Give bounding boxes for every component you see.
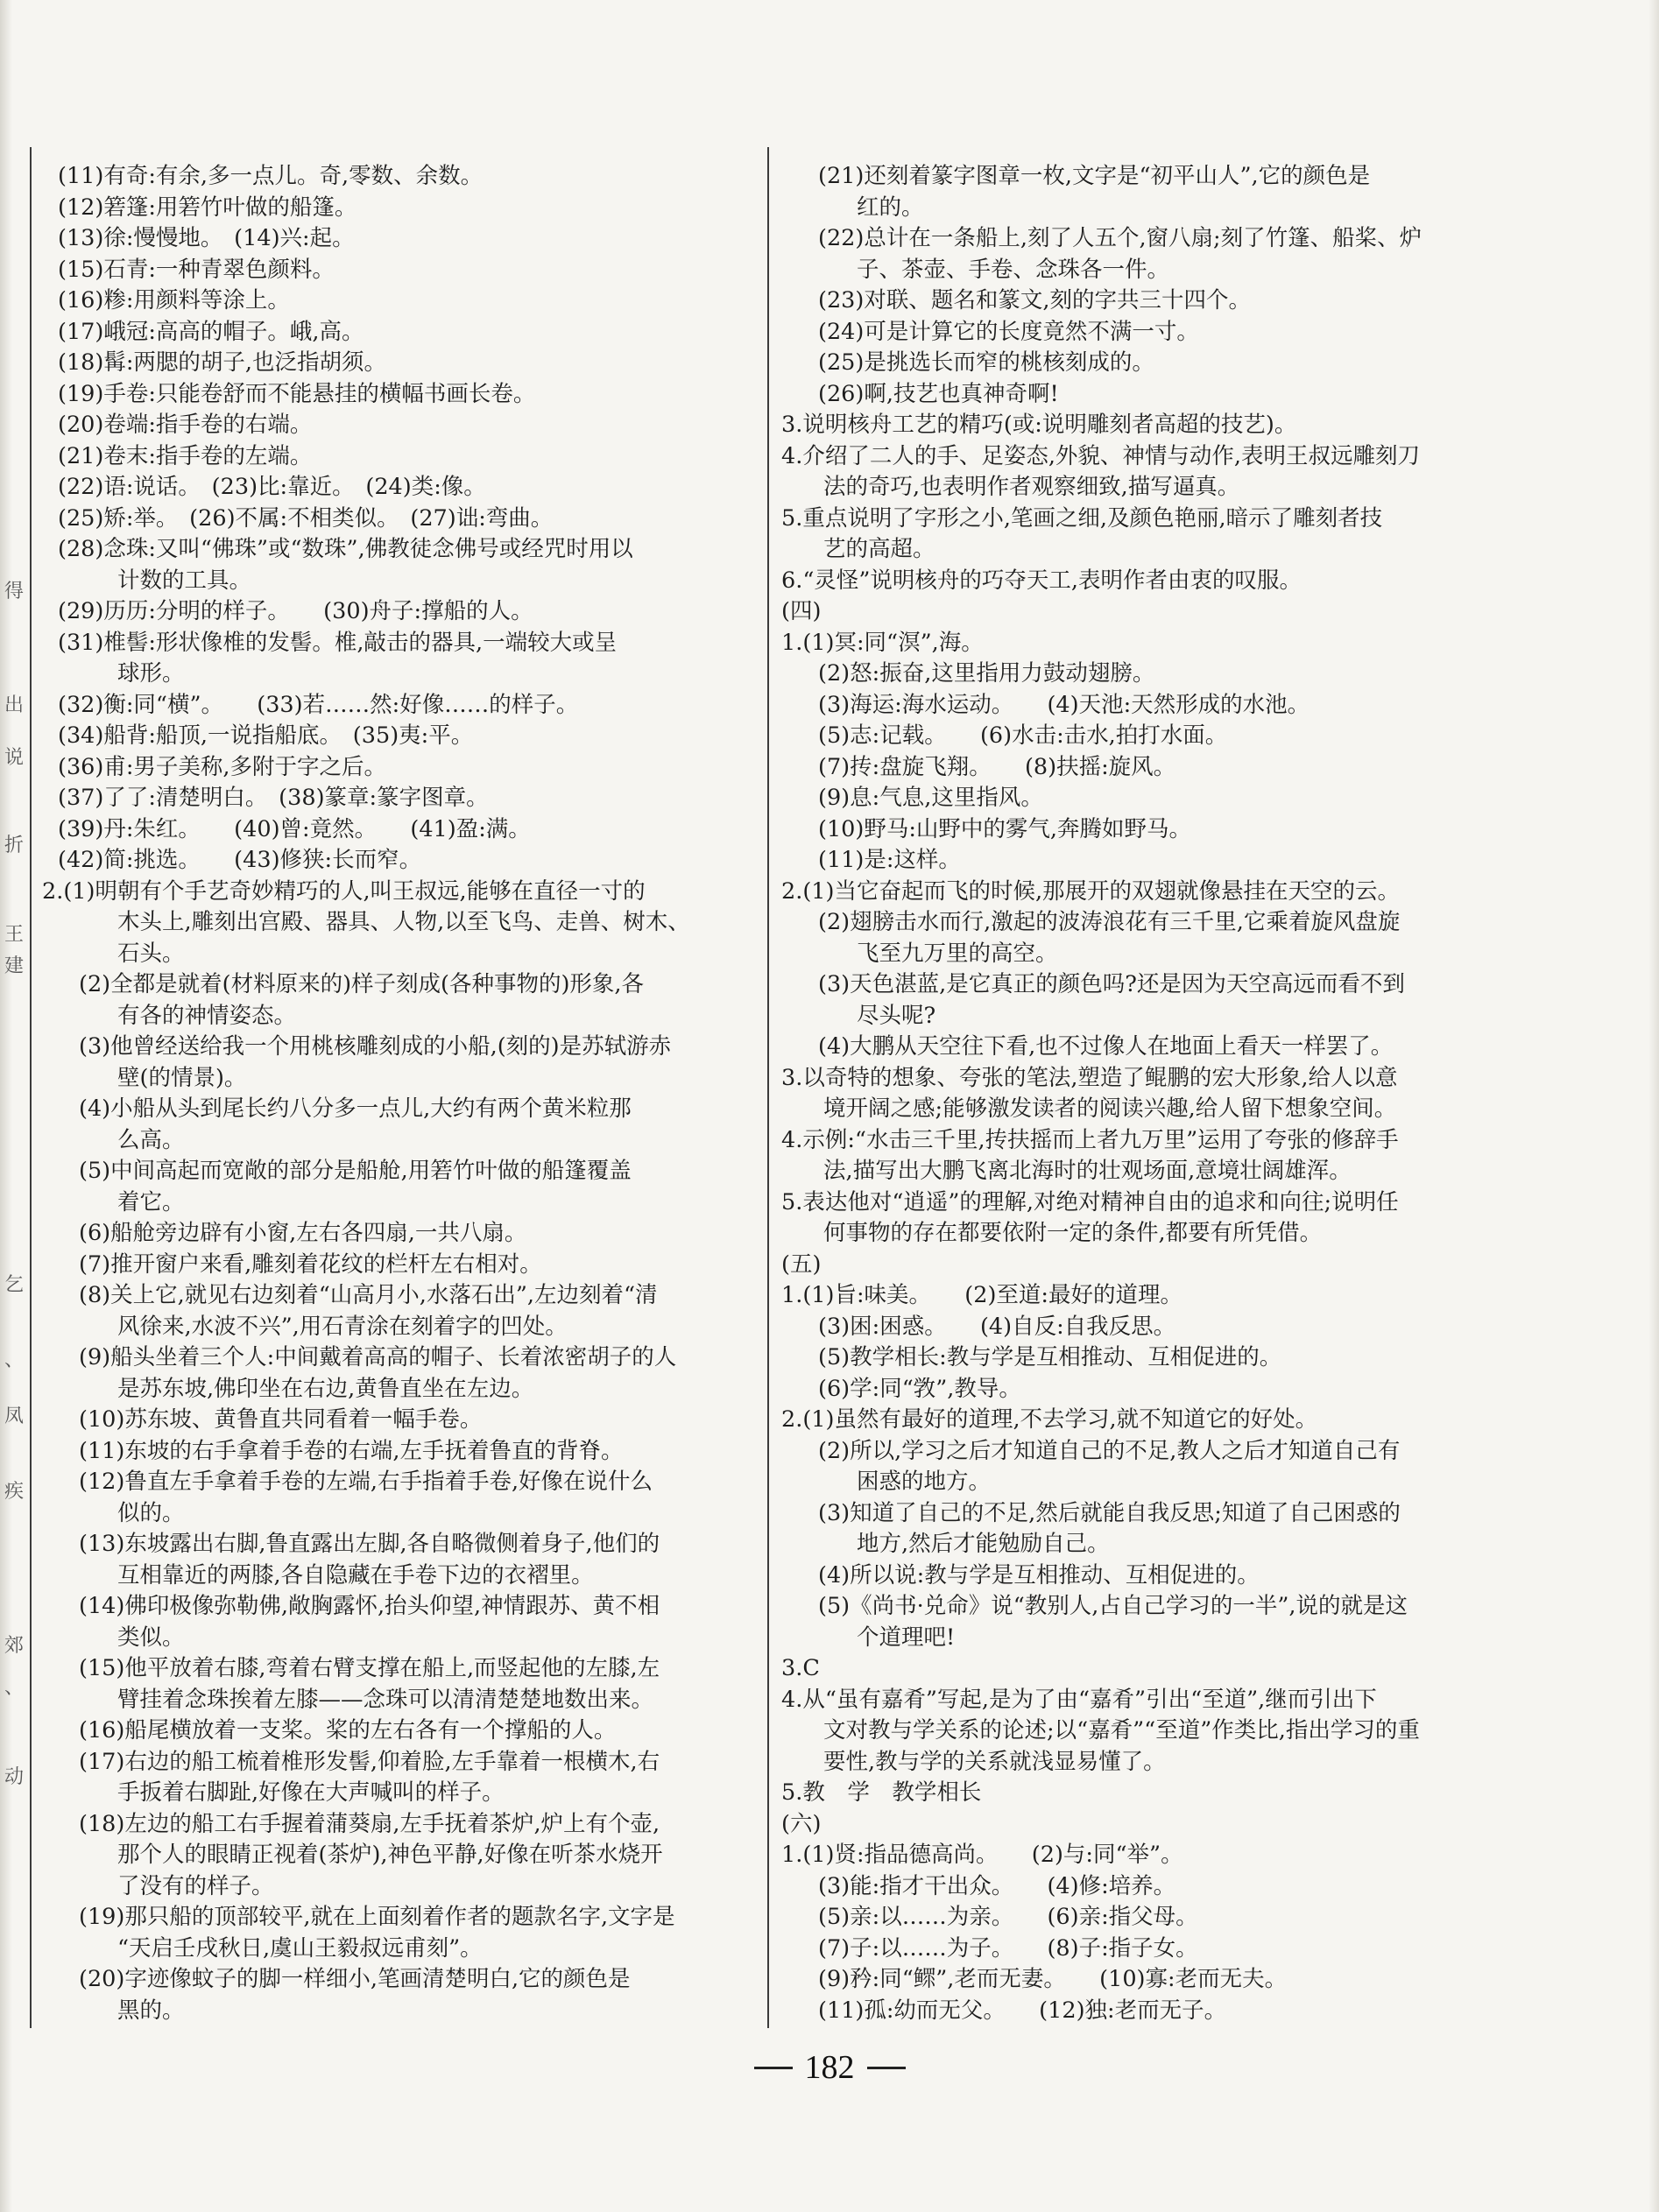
text-line: (34)船背:船顶,一说指船底。 (35)夷:平。 xyxy=(58,722,474,749)
gutter-char: 出 xyxy=(4,694,24,716)
text-line: 球形。 xyxy=(117,660,185,687)
text-line: 文对教与学关系的论述;以“嘉肴”“至道”作类比,指出学习的重 xyxy=(823,1717,1420,1744)
text-line: (2)所以,学习之后才知道自己的不足,教人之后才知道自己有 xyxy=(818,1437,1401,1464)
text-line: (4)小船从头到尾长约八分多一点儿,大约有两个黄米粒那 xyxy=(79,1095,632,1122)
text-line: 1.(1)冥:同“溟”,海。 xyxy=(781,629,984,656)
gutter-char: 凤 xyxy=(4,1405,24,1427)
text-line: (36)甫:男子美称,多附于字之后。 xyxy=(58,753,387,780)
text-line: (17)右边的船工梳着椎形发髻,仰着脸,左手靠着一根横木,右 xyxy=(79,1748,660,1775)
text-line: (11)是:这样。 xyxy=(818,847,961,873)
text-line: 风徐来,水波不兴”,用石青涂在刻着字的凹处。 xyxy=(117,1313,568,1340)
text-line: (28)念珠:又叫“佛珠”或“数珠”,佛教徒念佛号或经咒时用以 xyxy=(58,536,633,562)
text-line: 似的。 xyxy=(117,1499,185,1526)
gutter-char: 、 xyxy=(4,1677,24,1699)
text-line: 5.重点说明了字形之小,笔画之细,及颜色艳丽,暗示了雕刻者技 xyxy=(781,504,1383,532)
page-footer xyxy=(0,2046,1659,2089)
text-line: (2)翅膀击水而行,激起的波涛浪花有三千里,它乘着旋风盘旋 xyxy=(818,909,1401,935)
text-line: (7)子:以……为子。 (8)子:指子女。 xyxy=(818,1934,1198,1962)
text-line: (3)他曾经送给我一个用桃核雕刻成的小船,(刻的)是苏轼游赤 xyxy=(79,1033,672,1060)
text-line: (29)历历:分明的样子。 (30)舟子:撑船的人。 xyxy=(58,598,533,624)
gutter-char: 得 xyxy=(4,581,24,602)
text-line: 红的。 xyxy=(857,194,924,221)
gutter-char: 、 xyxy=(4,1349,24,1371)
text-line: (21)还刻着篆字图章一枚,文字是“初平山人”,它的颜色是 xyxy=(818,163,1371,189)
text-line: (5)教学相长:教与学是互相推动、互相促进的。 xyxy=(818,1344,1282,1370)
text-line: 4.示例:“水击三千里,抟扶摇而上者九万里”运用了夸张的修辞手 xyxy=(781,1126,1399,1153)
text-line: (42)简:挑选。 (43)修狭:长而窄。 xyxy=(58,847,422,873)
text-line: (15)石青:一种青翠色颜料。 xyxy=(58,256,335,283)
text-line: 法的奇巧,也表明作者观察细致,描写逼真。 xyxy=(823,474,1240,500)
text-line: 地方,然后才能勉励自己。 xyxy=(857,1531,1110,1557)
binding-edge xyxy=(0,0,12,2212)
gutter-char: 郊 xyxy=(4,1635,24,1657)
text-line: (18)左边的船工右手握着蒲葵扇,左手抚着茶炉,炉上有个壶, xyxy=(79,1810,660,1837)
text-line: (20)字迹像蚊子的脚一样细小,笔画清楚明白,它的颜色是 xyxy=(79,1966,631,1992)
text-line: (10)野马:山野中的雾气,奔腾如野马。 xyxy=(818,815,1192,842)
column-divider xyxy=(767,147,769,2028)
text-line: (13)东坡露出右脚,鲁直露出左脚,各自略微侧着身子,他们的 xyxy=(79,1531,660,1557)
text-line: 6.“灵怪”说明核舟的巧夺天工,表明作者由衷的叹服。 xyxy=(781,567,1302,594)
page-edge xyxy=(1648,0,1659,2212)
text-line: (23)对联、题名和篆文,刻的字共三十四个。 xyxy=(818,287,1251,313)
gutter-char: 建 xyxy=(4,955,24,977)
text-line: (11)东坡的右手拿着手卷的右端,左手抚着鲁直的背脊。 xyxy=(79,1437,624,1464)
text-line: (2)怒:振奋,这里指用力鼓动翅膀。 xyxy=(818,660,1155,687)
text-line: 是苏东坡,佛印坐在右边,黄鲁直坐在左边。 xyxy=(117,1375,534,1402)
text-line: 1.(1)旨:味美。 (2)至道:最好的道理。 xyxy=(781,1282,1183,1308)
text-line: (25)是挑选长而窄的桃核刻成的。 xyxy=(818,349,1154,376)
text-line: 法,描写出大鹏飞离北海时的壮观场面,意境壮阔雄浑。 xyxy=(823,1158,1352,1184)
text-line: 黑的。 xyxy=(117,1997,185,2024)
text-line: (26)啊,技艺也真神奇啊! xyxy=(818,380,1059,407)
text-line: (22)语:说话。 (23)比:靠近。 (24)类:像。 xyxy=(58,474,486,500)
text-line: (7)推开窗户来看,雕刻着花纹的栏杆左右相对。 xyxy=(79,1250,542,1278)
text-line: 3.C xyxy=(781,1655,820,1681)
text-line: 计数的工具。 xyxy=(117,567,252,594)
text-line: 困惑的地方。 xyxy=(857,1469,992,1495)
text-line: (20)卷端:指手卷的右端。 xyxy=(58,412,313,438)
text-line: 手扳着右脚趾,好像在大声喊叫的样子。 xyxy=(117,1779,505,1806)
text-line: (4)大鹏从天空往下看,也不过像人在地面上看天一样罢了。 xyxy=(818,1033,1394,1060)
text-line: (19)手卷:只能卷舒而不能悬挂的横幅书画长卷。 xyxy=(58,380,536,407)
text-line: (11)孤:幼而无父。 (12)独:老而无子。 xyxy=(818,1997,1227,2024)
text-line: (21)卷末:指手卷的左端。 xyxy=(58,442,313,469)
text-line: (14)佛印极像弥勒佛,敞胸露怀,抬头仰望,神情跟苏、黄不相 xyxy=(79,1593,660,1619)
text-line: (3)天色湛蓝,是它真正的颜色吗?还是因为天空高远而看不到 xyxy=(818,971,1405,997)
text-line: 4.介绍了二人的手、足姿态,外貌、神情与动作,表明王叔远雕刻刀 xyxy=(781,442,1421,469)
right-column xyxy=(781,161,1500,2026)
left-margin-rule xyxy=(30,147,32,2028)
text-line: (31)椎髻:形状像椎的发髻。椎,敲击的器具,一端较大或呈 xyxy=(58,629,618,656)
text-line: (5)《尚书·兑命》说“教别人,占自己学习的一半”,说的就是这 xyxy=(818,1593,1408,1619)
text-line: 臂挂着念珠挨着左膝——念珠可以清清楚楚地数出来。 xyxy=(117,1686,654,1713)
text-line: 个道理吧! xyxy=(857,1624,956,1651)
text-line: “天启壬戌秋日,虞山王毅叔远甫刻”。 xyxy=(117,1934,483,1962)
text-line: (25)矫:举。 (26)不属:不相类似。 (27)诎:弯曲。 xyxy=(58,504,554,532)
text-line: 石头。 xyxy=(117,940,185,967)
text-line: 互相靠近的两膝,各自隐藏在手卷下边的衣褶里。 xyxy=(117,1561,594,1589)
text-line: (8)关上它,就见右边刻着“山高月小,水落石出”,左边刻着“清 xyxy=(79,1282,658,1308)
text-line: (39)丹:朱红。 (40)曾:竟然。 (41)盈:满。 xyxy=(58,815,531,842)
text-line: (12)箬篷:用箬竹叶做的船篷。 xyxy=(58,194,357,221)
text-line: (18)髯:两腮的胡子,也泛指胡须。 xyxy=(58,349,387,376)
text-line: (3)知道了自己的不足,然后就能自我反思;知道了自己困惑的 xyxy=(818,1499,1401,1526)
footer-dash-right xyxy=(867,2067,906,2069)
text-line: (37)了了:清楚明白。 (38)篆章:篆字图章。 xyxy=(58,785,489,811)
text-line: (15)他平放着右膝,弯着右臂支撑在船上,而竖起他的左膝,左 xyxy=(79,1655,660,1681)
text-line: (3)能:指才干出众。 (4)修:培养。 xyxy=(818,1872,1176,1899)
text-line: 有各的神情姿态。 xyxy=(117,1002,297,1029)
gutter-char: 王 xyxy=(4,924,24,946)
text-line: 要性,教与学的关系就浅显易懂了。 xyxy=(823,1748,1166,1775)
text-line: 飞至九万里的高空。 xyxy=(857,940,1058,967)
text-line: (9)矜:同“鳏”,老而无妻。 (10)寡:老而无夫。 xyxy=(818,1966,1288,1992)
gutter-char: 折 xyxy=(4,835,24,856)
text-line: 木头上,雕刻出宫殿、器具、人物,以至飞鸟、走兽、树木、 xyxy=(117,909,690,935)
text-line: 5.表达他对“逍遥”的理解,对绝对精神自由的追求和向往;说明任 xyxy=(781,1188,1399,1215)
text-line: 了没有的样子。 xyxy=(117,1872,274,1899)
text-line: 2.(1)明朝有个手艺奇妙精巧的人,叫王叔远,能够在直径一寸的 xyxy=(42,877,646,905)
text-line: (17)峨冠:高高的帽子。峨,高。 xyxy=(58,318,364,345)
text-line: (12)鲁直左手拿着手卷的左端,右手指着手卷,好像在说什么 xyxy=(79,1469,653,1495)
text-line: 壁(的情景)。 xyxy=(117,1064,247,1091)
gutter-char: 说 xyxy=(4,747,24,769)
gutter-char: 疾 xyxy=(4,1481,24,1503)
text-line: 4.从“虽有嘉肴”写起,是为了由“嘉肴”引出“至道”,继而引出下 xyxy=(781,1686,1377,1713)
left-column xyxy=(42,161,760,2026)
text-line: (16)糁:用颜料等涂上。 xyxy=(58,287,290,313)
text-line: 尽头呢? xyxy=(857,1002,936,1029)
text-line: 3.以奇特的想象、夸张的笔法,塑造了鲲鹏的宏大形象,给人以意 xyxy=(781,1064,1398,1091)
text-line: (5)亲:以……为亲。 (6)亲:指父母。 xyxy=(818,1904,1198,1930)
text-line: (9)息:气息,这里指风。 xyxy=(818,785,1043,811)
section-heading: (五) xyxy=(781,1250,822,1278)
text-line: 那个人的眼睛正视着(茶炉),神色平静,好像在听茶水烧开 xyxy=(117,1842,663,1868)
text-line: 类似。 xyxy=(117,1624,185,1651)
footer-dash-left xyxy=(754,2067,793,2069)
section-heading: (四) xyxy=(781,598,822,624)
text-line: (5)中间高起而宽敞的部分是船舱,用箬竹叶做的船篷覆盖 xyxy=(79,1158,632,1184)
text-line: 5.教 学 教学相长 xyxy=(781,1779,982,1806)
text-line: 2.(1)当它奋起而飞的时候,那展开的双翅就像悬挂在天空的云。 xyxy=(781,877,1401,905)
text-line: (6)船舱旁边辟有小窗,左右各四扇,一共八扇。 xyxy=(79,1220,527,1246)
gutter-char: 乞 xyxy=(4,1274,24,1296)
text-line: 艺的高超。 xyxy=(823,536,935,562)
text-line: 2.(1)虽然有最好的道理,不去学习,就不知道它的好处。 xyxy=(781,1406,1318,1433)
text-line: (10)苏东坡、黄鲁直共同看着一幅手卷。 xyxy=(79,1406,483,1433)
text-line: 境开阔之感;能够激发读者的阅读兴趣,给人留下想象空间。 xyxy=(823,1095,1397,1122)
text-line: (22)总计在一条船上,刻了人五个,窗八扇;刻了竹篷、船桨、炉 xyxy=(818,225,1423,251)
text-line: (19)那只船的顶部较平,就在上面刻着作者的题款名字,文字是 xyxy=(79,1904,675,1930)
text-line: (3)海运:海水运动。 (4)天池:天然形成的水池。 xyxy=(818,691,1310,718)
text-line: (3)困:困惑。 (4)自反:自我反思。 xyxy=(818,1313,1176,1340)
gutter-char: 动 xyxy=(4,1766,24,1788)
page-number: 182 xyxy=(804,2049,855,2086)
text-line: (32)衡:同“横”。 (33)若……然:好像……的样子。 xyxy=(58,691,579,718)
section-heading: (六) xyxy=(781,1810,822,1837)
text-line: (2)全都是就着(材料原来的)样子刻成(各种事物的)形象,各 xyxy=(79,971,645,997)
text-line: (6)学:同“敩”,教导。 xyxy=(818,1375,1021,1402)
text-line: (9)船头坐着三个人:中间戴着高高的帽子、长着浓密胡子的人 xyxy=(79,1344,677,1370)
text-line: 么高。 xyxy=(117,1126,185,1153)
text-line: (4)所以说:教与学是互相推动、互相促进的。 xyxy=(818,1561,1260,1589)
text-line: 3.说明核舟工艺的精巧(或:说明雕刻者高超的技艺)。 xyxy=(781,412,1297,438)
text-line: (7)抟:盘旋飞翔。 (8)扶摇:旋风。 xyxy=(818,753,1176,780)
text-line: (24)可是计算它的长度竟然不满一寸。 xyxy=(818,318,1199,345)
text-line: 子、茶壶、手卷、念珠各一件。 xyxy=(857,256,1170,283)
text-line: (16)船尾横放着一支桨。桨的左右各有一个撑船的人。 xyxy=(79,1717,617,1744)
text-line: (11)有奇:有余,多一点儿。奇,零数、余数。 xyxy=(58,163,484,189)
text-line: (5)志:记载。 (6)水击:击水,拍打水面。 xyxy=(818,722,1228,749)
text-line: (13)徐:慢慢地。 (14)兴:起。 xyxy=(58,225,355,251)
text-line: 着它。 xyxy=(117,1188,185,1215)
text-line: 1.(1)贤:指品德高尚。 (2)与:同“举”。 xyxy=(781,1842,1183,1868)
text-line: 何事物的存在都要依附一定的条件,都要有所凭借。 xyxy=(823,1220,1323,1246)
